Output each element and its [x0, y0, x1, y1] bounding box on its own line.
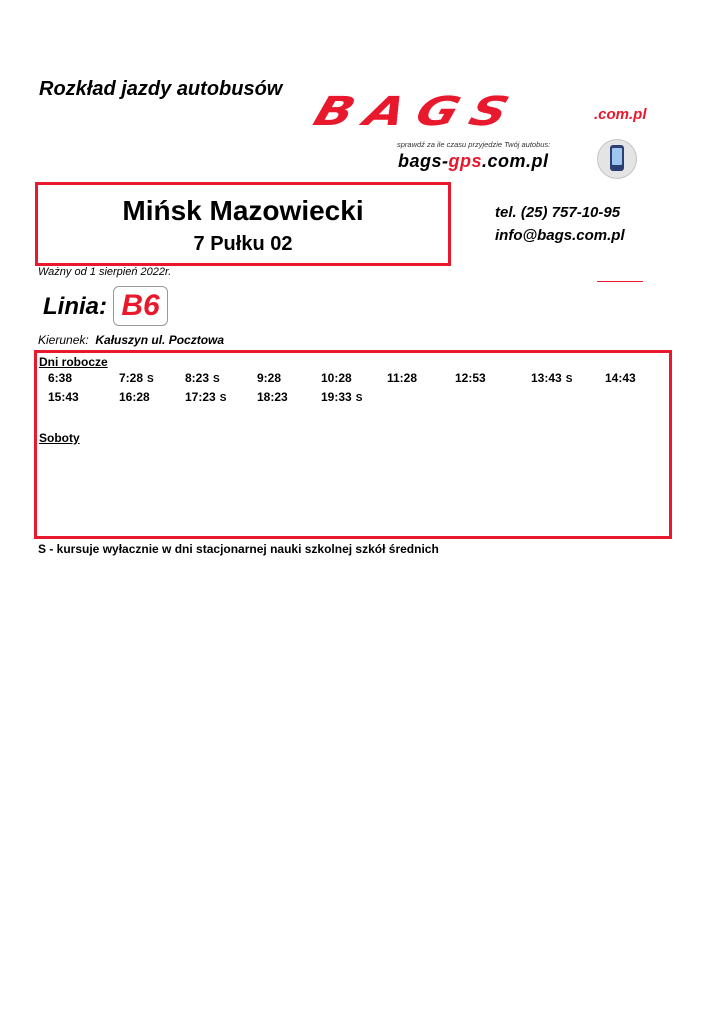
departure-time-value: 16:28: [119, 390, 150, 404]
phone-screen: [612, 148, 622, 165]
departure-time: [605, 371, 636, 385]
departure-time: [387, 371, 417, 385]
departure-time-value: 18:23: [257, 390, 288, 404]
direction-label: Kierunek:: [38, 333, 89, 347]
departure-note: S: [565, 374, 573, 385]
departure-time-value: 15:43: [48, 390, 79, 404]
gps-note: sprawdź za ile czasu przyjedzie Twój autobus:: [397, 140, 551, 149]
departure-note: S: [147, 374, 154, 385]
valid-from: Ważny od 1 sierpień 2022r.: [38, 266, 172, 278]
departure-time-value: 6:38: [48, 371, 73, 385]
direction-value: Kałuszyn ul. Pocztowa: [95, 333, 225, 347]
departure-time-value: 10:28: [321, 371, 352, 385]
brand-suffix: .com.pl: [594, 106, 647, 123]
departure-time-value: 17:23: [185, 390, 216, 404]
departure-time-value: 13:43: [531, 371, 562, 385]
saturdays-heading: Soboty: [39, 431, 80, 445]
brand-name: BAGS: [308, 89, 527, 135]
weekdays-heading: Dni robocze: [39, 355, 108, 369]
line-number: B6: [121, 289, 160, 322]
line-label: Linia:: [43, 293, 107, 320]
departure-time: [48, 390, 79, 404]
line-badge: [113, 286, 168, 326]
gps-site-part3: .com.pl: [482, 151, 549, 171]
gps-site-part2: gps: [448, 151, 483, 171]
departure-time: [455, 371, 486, 385]
departure-note: S: [213, 374, 220, 385]
direction: [38, 333, 224, 347]
departure-time-value: 12:53: [455, 371, 486, 385]
phone-icon: [597, 139, 637, 179]
departure-time-value: 11:28: [387, 371, 418, 385]
footnote: S - kursuje wyłacznie w dni stacjonarnej nauki szkolnej szkół średnich: [38, 542, 439, 556]
departure-time: [119, 390, 150, 404]
contact-phone: tel. (25) 757-10-95: [495, 204, 621, 221]
bags-logo: [308, 89, 667, 135]
gps-site-link[interactable]: [398, 151, 549, 172]
departure-time-value: 7:28: [119, 371, 144, 385]
stop-box: [35, 182, 451, 266]
departure-time: [321, 371, 352, 385]
departure-time: [257, 371, 281, 385]
departure-time: [48, 371, 72, 385]
departure-note: S: [219, 393, 227, 404]
departure-time-value: 8:23: [185, 371, 210, 385]
document-title: Rozkład jazdy autobusów: [39, 78, 283, 100]
departure-time-value: 14:43: [605, 371, 636, 385]
departure-time: [119, 371, 154, 385]
departure-time: [531, 371, 572, 385]
divider-line: [597, 281, 643, 282]
departure-time: [185, 390, 226, 404]
departure-time-value: 19:33: [321, 390, 352, 404]
departure-time-value: 9:28: [257, 371, 282, 385]
departure-note: S: [355, 393, 363, 404]
departure-time: [321, 390, 362, 404]
departure-time: [185, 371, 220, 385]
city-name: Mińsk Mazowiecki: [122, 195, 364, 226]
departure-time: [257, 390, 288, 404]
schedule-box: [34, 350, 672, 539]
stop-name: 7 Pułku 02: [193, 233, 293, 255]
contact-email[interactable]: info@bags.com.pl: [495, 227, 625, 244]
gps-site-part1: bags-: [398, 151, 449, 171]
